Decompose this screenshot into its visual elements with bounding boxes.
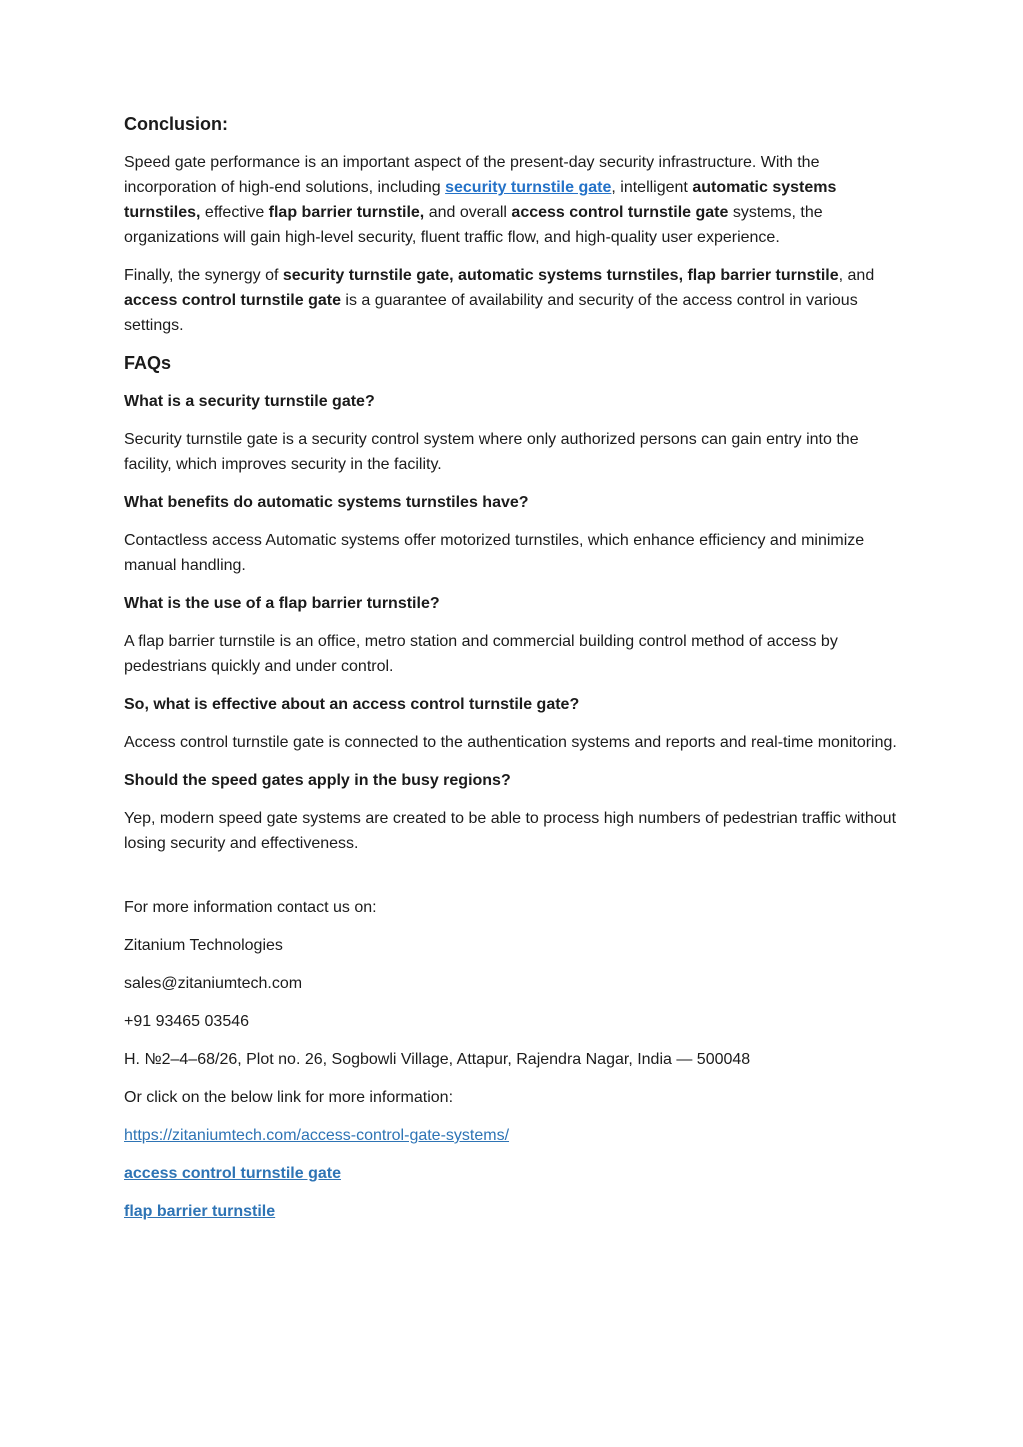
blank-line-spacer: [124, 869, 901, 895]
faqs-heading: FAQs: [124, 353, 172, 373]
faq-answer-1: Security turnstile gate is a security control system where only authorized persons can gain entry into the facility, which improves security in the facility.: [124, 431, 859, 473]
postal-address: H. №2–4–68/26, Plot no. 26, Sogbowli Village, Attapur, Rajendra Nagar, India — 500048: [124, 1051, 751, 1068]
phone-number: +91 93465 03546: [124, 1013, 250, 1030]
flap-barrier-turnstile-link[interactable]: flap barrier turnstile: [124, 1203, 276, 1220]
contact-intro: For more information contact us on:: [124, 899, 377, 916]
faq-question-3: What is the use of a flap barrier turnstile?: [124, 595, 440, 612]
inline-link[interactable]: security turnstile gate: [445, 179, 612, 196]
faq-answer-4: Access control turnstile gate is connected to the authentication systems and reports and real-time monitoring.: [124, 734, 897, 751]
company-name: Zitanium Technologies: [124, 937, 283, 954]
conclusion-paragraph-2: Finally, the synergy of security turnstile gate, automatic systems turnstiles, flap barrier turnstile, and access control turnstile gate is a guarantee of availability and security of the access control in various settings.: [124, 267, 875, 334]
faq-question-5: Should the speed gates apply in the busy regions?: [124, 772, 511, 789]
conclusion-paragraph-1: Speed gate performance is an important aspect of the present-day security infrastructure. With the incorporation of high-end solutions, including security turnstile gate, intelligent automatic systems turnstiles, effective flap barrier turnstile, and overall access control turnstile gate systems, the organizations will gain high-level security, fluent traffic flow, and high-quality user experience.: [124, 154, 837, 246]
faq-answer-5: Yep, modern speed gate systems are created to be able to process high numbers of pedestrian traffic without losing security and effectiveness.: [124, 810, 897, 852]
faq-question-4: So, what is effective about an access control turnstile gate?: [124, 696, 580, 713]
link-intro: Or click on the below link for more information:: [124, 1089, 454, 1106]
website-link[interactable]: https://zitaniumtech.com/access-control-gate-systems/: [124, 1127, 510, 1144]
email-address: sales@zitaniumtech.com: [124, 975, 303, 992]
conclusion-heading: Conclusion:: [124, 114, 228, 134]
access-control-turnstile-gate-link[interactable]: access control turnstile gate: [124, 1165, 341, 1182]
faq-answer-3: A flap barrier turnstile is an office, metro station and commercial building control method of access by pedestrians quickly and under control.: [124, 633, 838, 675]
faq-question-2: What benefits do automatic systems turnstiles have?: [124, 494, 529, 511]
faq-answer-2: Contactless access Automatic systems offer motorized turnstiles, which enhance efficiency and minimize manual handling.: [124, 532, 865, 574]
faq-question-1: What is a security turnstile gate?: [124, 393, 375, 410]
